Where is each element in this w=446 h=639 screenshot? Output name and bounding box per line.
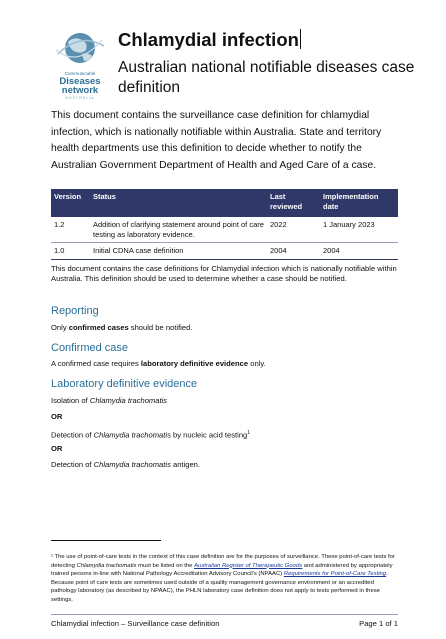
- table-row: [51, 217, 398, 243]
- lab-evidence-or-1: OR: [51, 412, 63, 421]
- lab-evidence-antigen: Detection of Chlamydia trachomatis antigen.: [51, 460, 201, 469]
- lab-evidence-nucleic-acid: Detection of Chlamydia trachomatis by nucleic acid testing$^1$: [51, 430, 251, 440]
- table-cell: 2004: [320, 243, 398, 260]
- confirmed-case-heading: Confirmed case: [51, 342, 129, 354]
- col-header-status: Status: [90, 189, 267, 217]
- table-cell: Addition of clarifying statement around point of care testing as laboratory evidence.: [90, 217, 267, 243]
- scope-note: This document contains the case definitions for Chlamydial infection which is nationally notifiable within Australia. This definition should be used to determine whether a case should be notified.: [51, 264, 397, 284]
- col-header-last-reviewed: Last reviewed: [267, 189, 320, 217]
- table-cell: 1.2: [51, 217, 90, 243]
- footnote-ref[interactable]: 1: [247, 430, 251, 436]
- confirmed-case-text: A confirmed case requires laboratory definitive evidence only.: [51, 359, 266, 368]
- poct-requirements-link[interactable]: Requirements for Point-of-Care Testing: [283, 571, 387, 577]
- lab-evidence-heading: Laboratory definitive evidence: [51, 378, 198, 390]
- lab-evidence-or-2: OR: [51, 444, 63, 453]
- footer-separator: [51, 614, 398, 615]
- artg-link[interactable]: Australian Register of Therapeutic Goods: [194, 562, 303, 569]
- lab-evidence-isolation: Isolation of Chlamydia trachomatis: [51, 396, 168, 405]
- table-cell: 1 January 2023: [320, 217, 398, 243]
- version-history-table: [51, 189, 398, 260]
- table-header-row: [51, 189, 398, 217]
- table-cell: 1.0: [51, 243, 90, 260]
- footnote: ¹ The use of point-of-care tests in the context of this case definition are for the purposes of surveillance. These point-of-care tests for detecting Chlamydia trachomatis must be listed on the Australian Register of Therapeutic Goods and administered by appropriately trained persons in-line with National Pathology Accreditation Advisory Council's (NPAAC) Requirements for Point-of-Care Testing. Because point of care tests are sometimes used outside of a quality management governance environment or an accredited pathology laboratory (as described by NPAAC), the PHLN laboratory case definition does not apply to tests performed in these settings.: [51, 554, 395, 603]
- cdna-logo-wordmark: Communicable Diseases network AUSTRALIA: [59, 71, 101, 100]
- col-header-version: Version: [51, 189, 90, 217]
- document-title[interactable]: Chlamydial infection: [118, 29, 299, 50]
- intro-paragraph: This document contains the surveillance case definition for chlamydial infection, which is nationally notifiable within Australia. State and territory health departments use this definition to decide whether to notify the Australian Government Department of Health and Aged Care of a case.: [51, 110, 382, 171]
- reporting-text: Only confirmed cases should be notified.: [51, 323, 193, 332]
- document-subtitle: Australian national notifiable diseases case definition: [118, 59, 415, 96]
- footnote-separator: [51, 540, 161, 541]
- reporting-heading: Reporting: [51, 305, 99, 317]
- table-row: [51, 243, 398, 260]
- col-header-implementation-date: Implementation date: [320, 189, 398, 217]
- table-cell: Initial CDNA case definition: [90, 243, 267, 260]
- footer-page-number: Page 1 of 1: [359, 619, 398, 628]
- text-cursor: [300, 29, 301, 49]
- table-cell: 2004: [267, 243, 320, 260]
- footer-document-name: Chlamydial infection – Surveillance case definition: [51, 619, 220, 628]
- table-cell: 2022: [267, 217, 320, 243]
